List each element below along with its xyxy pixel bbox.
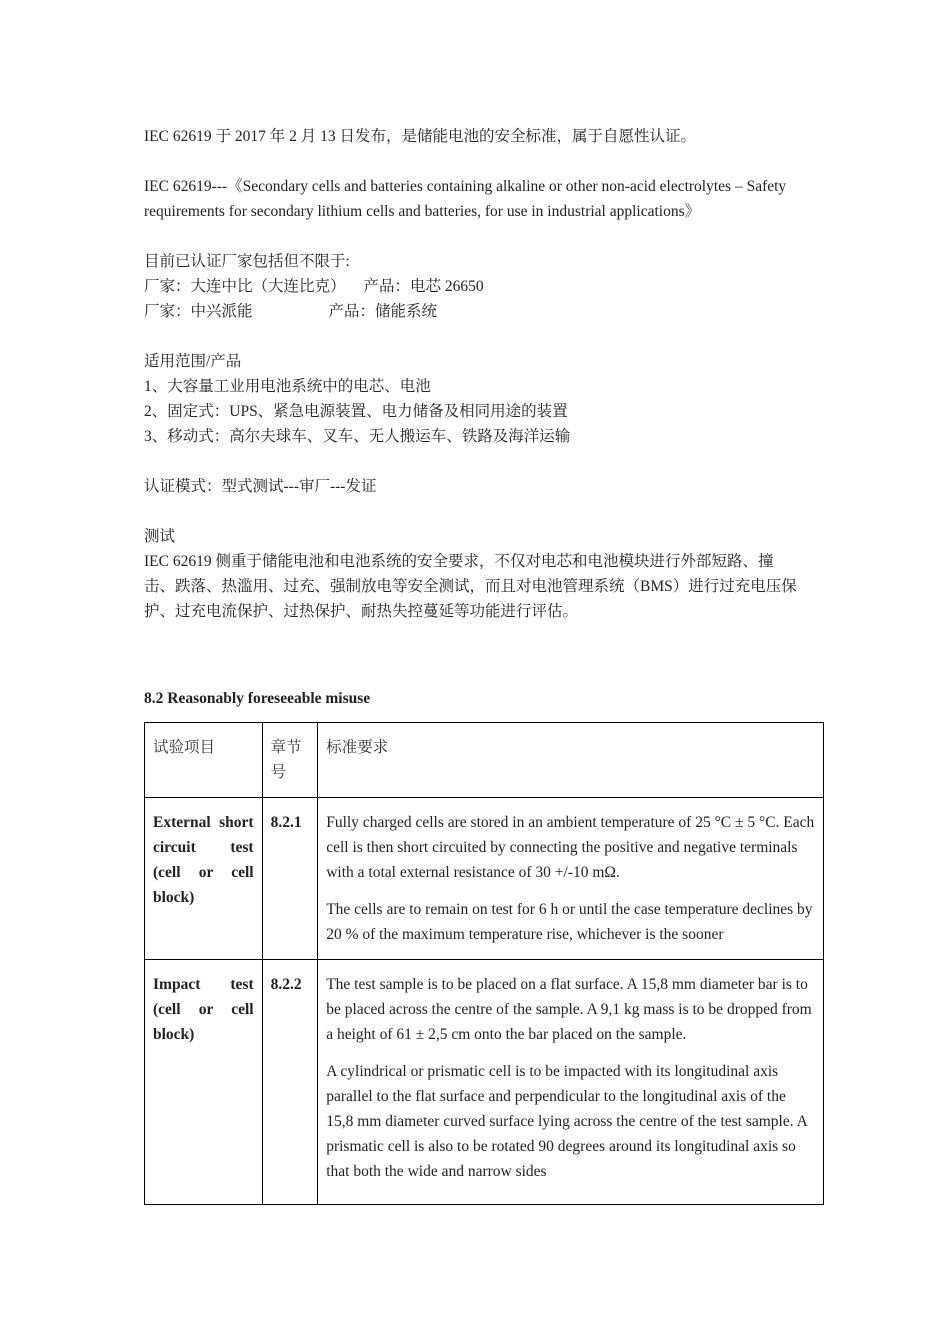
manufacturer-product: 产品：电芯 26650 — [363, 278, 484, 295]
manufacturer-product: 产品：储能系统 — [328, 303, 438, 320]
scope-heading: 适用范围/产品 — [144, 353, 242, 370]
scope-item: 3、移动式：高尔夫球车、叉车、无人搬运车、铁路及海洋运输 — [144, 428, 571, 445]
header-requirement: 标准要求 — [318, 723, 824, 798]
requirement-paragraph: Fully charged cells are stored in an ambient temperature of 25 °C ± 5 °C. Each cell is then short circuited by connecting the positive and negative terminals with a total external resistance of 30 +/-10 mΩ. — [326, 814, 815, 881]
requirement-cell — [318, 798, 824, 960]
requirement-paragraph: The cells are to remain on test for 6 h or until the case temperature declines by 20 % of the maximum temperature rise, whichever is the sooner — [326, 901, 813, 943]
intro-line-2: IEC 62619---《Secondary cells and batteries containing alkaline or other non-acid electrolytes – Safety requirements for secondary lithium cells and batteries, for use in industrial applications》 — [144, 178, 787, 220]
test-heading: 测试 — [144, 528, 176, 545]
requirement-paragraph: The test sample is to be placed on a flat surface. A 15,8 mm diameter bar is to be placed across the centre of the sample. A 9,1 kg mass is to be dropped from a height of 61 ± 2,5 cm onto the bar placed on the sample. — [326, 976, 812, 1043]
table-header-row — [145, 723, 824, 798]
test-body: IEC 62619 侧重于储能电池和电池系统的安全要求，不仅对电芯和电池模块进行外部短路、撞击、跌落、热滥用、过充、强制放电等安全测试，而且对电池管理系统（BMS）进行过充电压保护、过充电流保护、过热保护、耐热失控蔓延等功能进行评估。 — [144, 553, 797, 620]
scope-item: 1、大容量工业用电池系统中的电芯、电池 — [144, 378, 431, 395]
section-title: 8.2 Reasonably foreseeable misuse — [144, 690, 371, 707]
manufacturer-row — [144, 299, 824, 324]
manufacturer-name: 厂家：大连中比（大连比克） — [144, 278, 346, 295]
header-test-item: 试验项目 — [145, 723, 263, 798]
test-item-cell: External short circuit test (cell or cell block) — [145, 798, 263, 960]
document-body — [144, 124, 824, 1205]
requirements-table — [144, 722, 824, 1205]
clause-cell: 8.2.2 — [262, 960, 318, 1205]
certification-mode: 认证模式：型式测试---审厂---发证 — [144, 478, 377, 495]
test-item-cell: Impact test (cell or cell block) — [145, 960, 263, 1205]
intro-line-1: IEC 62619 于 2017 年 2 月 13 日发布，是储能电池的安全标准，属于自愿性认证。 — [144, 128, 696, 145]
manufacturer-row — [144, 274, 824, 299]
scope-item: 2、固定式：UPS、紧急电源装置、电力储备及相同用途的装置 — [144, 403, 568, 420]
header-clause: 章节号 — [262, 723, 318, 798]
table-row — [145, 960, 824, 1205]
clause-cell: 8.2.1 — [262, 798, 318, 960]
table-row — [145, 798, 824, 960]
manufacturer-name: 厂家：中兴派能 — [144, 303, 253, 320]
requirement-paragraph: A cylindrical or prismatic cell is to be impacted with its longitudinal axis parallel to the flat surface and perpendicular to the longitudinal axis of the 15,8 mm diameter curved surface lying across the centre of the test sample. A prismatic cell is also to be rotated 90 degrees around its longitudinal axis so that both the wide and narrow sides — [326, 1063, 807, 1180]
requirement-cell — [318, 960, 824, 1205]
manufacturers-heading: 目前已认证厂家包括但不限于: — [144, 253, 350, 270]
